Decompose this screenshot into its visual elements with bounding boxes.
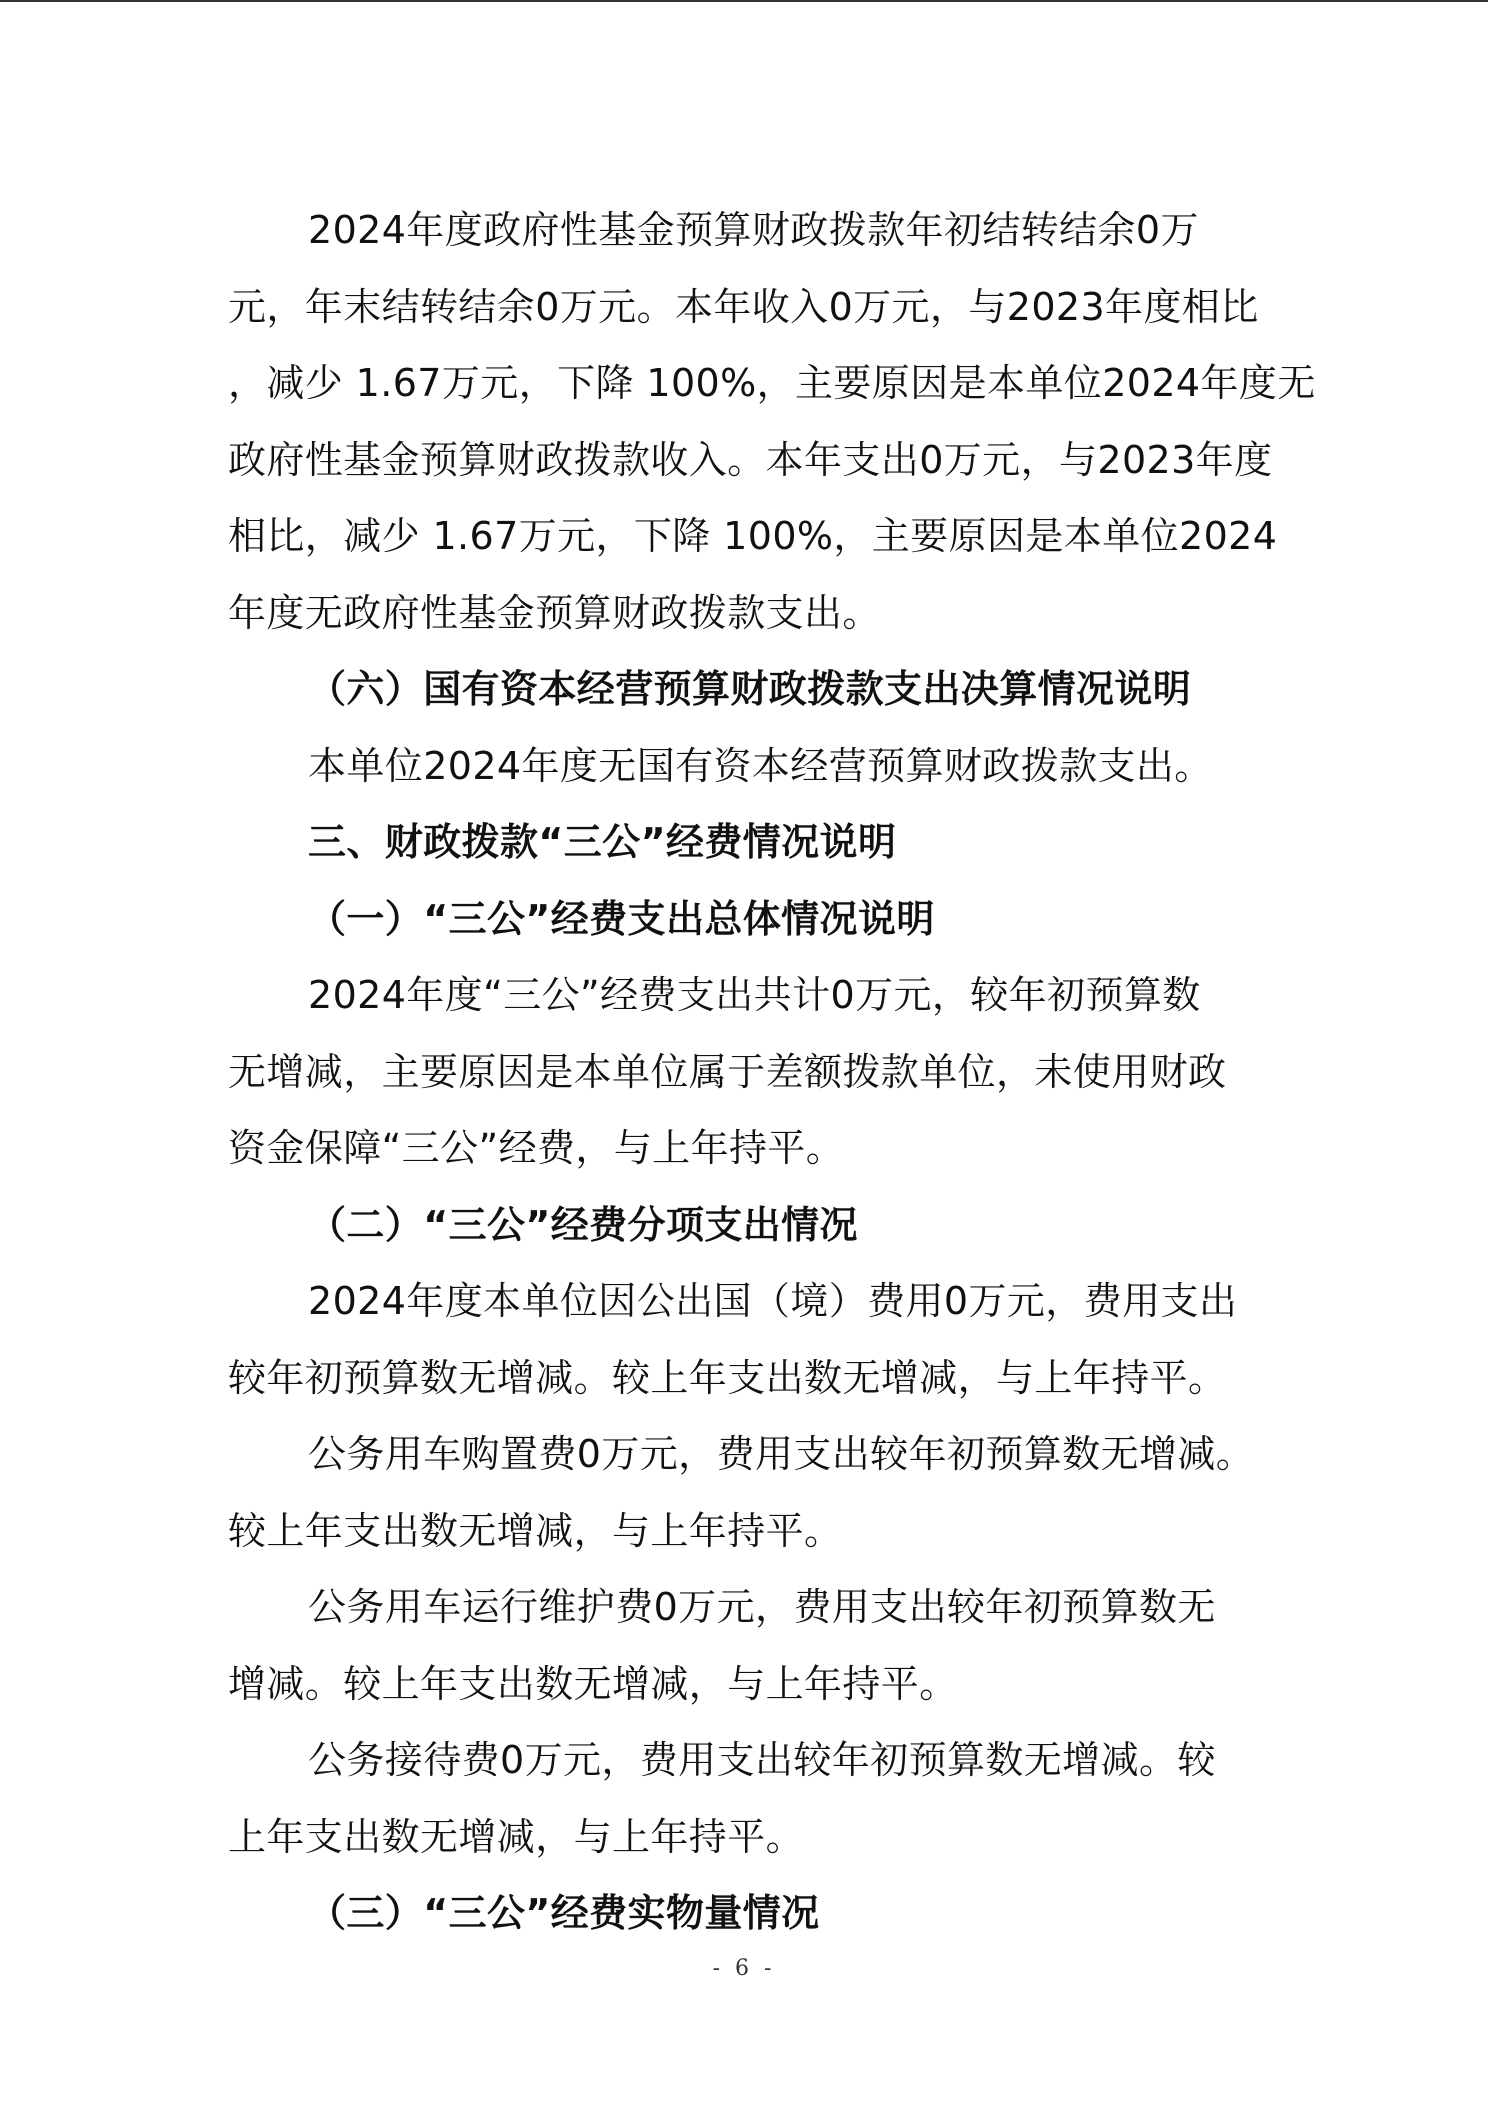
paragraph-line: 资金保障“三公”经费，与上年持平。 bbox=[228, 1126, 845, 1170]
paragraph-line: 无增减，主要原因是本单位属于差额拨款单位，未使用财政 bbox=[228, 1049, 1227, 1094]
paragraph-line: 公务用车运行维护费0万元，费用支出较年初预算数无 bbox=[308, 1585, 1216, 1629]
paragraph-line: ，减少 1.67万元，下降 100%，主要原因是本单位2024年度无 bbox=[228, 361, 1316, 405]
section-heading: （一）“三公”经费支出总体情况说明 bbox=[308, 896, 935, 941]
section-heading: （二）“三公”经费分项支出情况 bbox=[308, 1202, 858, 1247]
paragraph-line: 较上年支出数无增减，与上年持平。 bbox=[228, 1508, 843, 1553]
paragraph-line: 公务接待费0万元，费用支出较年初预算数无增减。较 bbox=[308, 1738, 1216, 1782]
paragraph-line: 2024年度“三公”经费支出共计0万元，较年初预算数 bbox=[308, 973, 1201, 1017]
section-heading: 三、财政拨款“三公”经费情况说明 bbox=[308, 820, 897, 864]
paragraph-line: 增减。较上年支出数无增减，与上年持平。 bbox=[228, 1661, 958, 1706]
paragraph-line: 2024年度本单位因公出国（境）费用0万元，费用支出 bbox=[308, 1279, 1238, 1323]
section-heading: （六）国有资本经营预算财政拨款支出决算情况说明 bbox=[308, 667, 1192, 711]
paragraph-line: 较年初预算数无增减。较上年支出数无增减，与上年持平。 bbox=[228, 1355, 1227, 1400]
paragraph-line: 上年支出数无增减，与上年持平。 bbox=[228, 1814, 805, 1859]
paragraph-line: 公务用车购置费0万元，费用支出较年初预算数无增减。 bbox=[308, 1432, 1255, 1476]
paragraph-line: 2024年度政府性基金预算财政拨款年初结转结余0万 bbox=[308, 208, 1199, 252]
paragraph-line: 本单位2024年度无国有资本经营预算财政拨款支出。 bbox=[308, 743, 1213, 788]
page-number: - 6 - bbox=[712, 1956, 776, 1981]
paragraph-line: 元，年末结转结余0万元。本年收入0万元，与2023年度相比 bbox=[228, 284, 1259, 329]
document-body bbox=[228, 192, 1316, 1952]
paragraph-line: 年度无政府性基金预算财政拨款支出。 bbox=[228, 590, 881, 635]
section-heading: （三）“三公”经费实物量情况 bbox=[308, 1891, 820, 1935]
paragraph-line: 相比，减少 1.67万元，下降 100%，主要原因是本单位2024 bbox=[228, 514, 1278, 558]
paragraph-line: 政府性基金预算财政拨款收入。本年支出0万元，与2023年度 bbox=[228, 437, 1273, 482]
page-top-border bbox=[0, 0, 1488, 2]
